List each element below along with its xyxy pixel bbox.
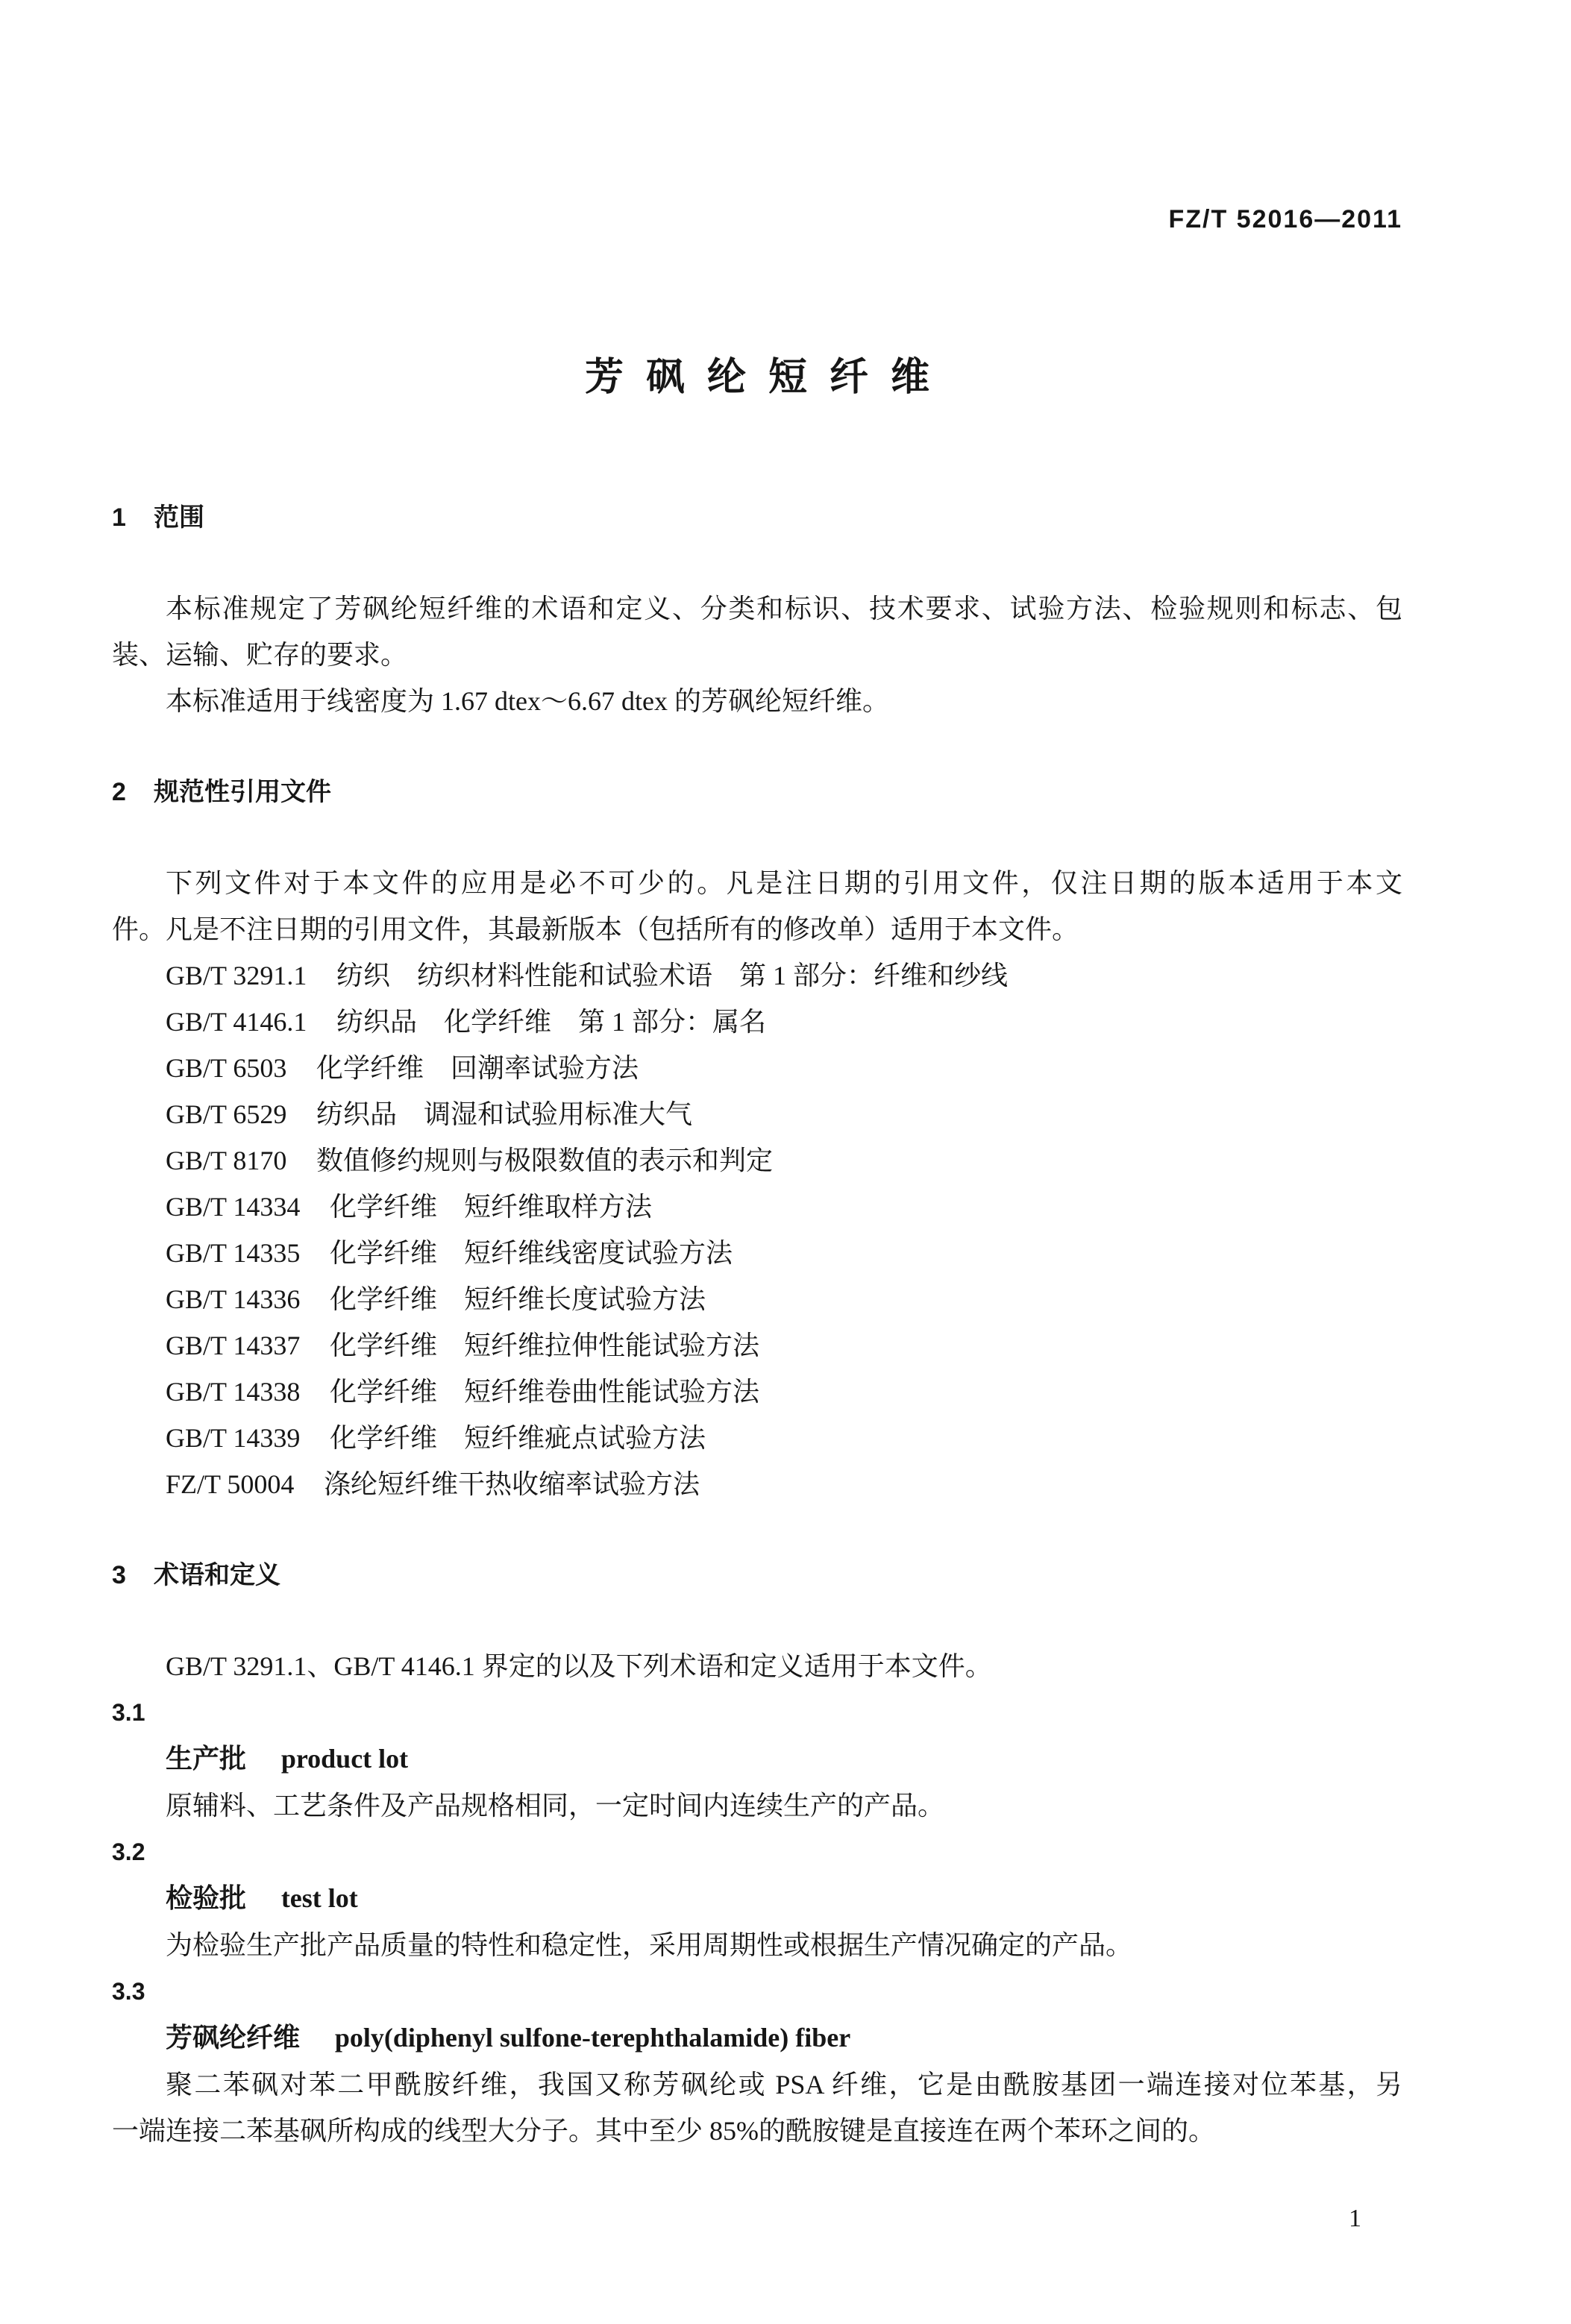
- term-definition: 原辅料、工艺条件及产品规格相同，一定时间内连续生产的产品。: [166, 1791, 945, 1821]
- reference-item: [112, 999, 1402, 1045]
- paragraph-line: 装、运输、贮存的要求。: [112, 640, 408, 670]
- reference-title: 化学纤维 短纤维拉伸性能试验方法: [329, 1331, 759, 1360]
- page-number: 1: [1349, 2205, 1361, 2232]
- reference-code: GB/T 4146.1: [166, 1007, 307, 1037]
- reference-item: [112, 1184, 1402, 1230]
- paragraph-line: 本标准适用于线密度为 1.67 dtex～6.67 dtex 的芳砜纶短纤维。: [166, 686, 889, 716]
- term-chinese: 芳砜纶纤维: [166, 2023, 301, 2053]
- paragraph-line: 件。凡是不注日期的引用文件，其最新版本（包括所有的修改单）适用于本文件。: [112, 914, 1079, 944]
- term-english: poly(diphenyl sulfone-terephthalamide) fiber: [334, 2023, 851, 2053]
- section-normative-references: [112, 769, 1402, 1507]
- reference-code: GB/T 14337: [166, 1331, 301, 1360]
- reference-title: 化学纤维 短纤维线密度试验方法: [329, 1238, 733, 1268]
- section-heading-scope: [112, 494, 1402, 541]
- reference-title: 纺织品 化学纤维 第 1 部分：属名: [336, 1007, 766, 1037]
- section-heading-terms: [112, 1552, 1402, 1598]
- reference-code: GB/T 14335: [166, 1238, 301, 1268]
- reference-item: [112, 1276, 1402, 1322]
- clause-number: 3.3: [112, 1978, 145, 2005]
- paragraph-line: 下列文件对于本文件的应用是必不可少的。凡是注日期的引用文件，仅注日期的版本适用于本文: [166, 868, 1402, 898]
- section-number: 2: [112, 778, 126, 806]
- document-title: 芳砜纶短纤维: [584, 355, 952, 400]
- term-heading: [112, 1875, 1402, 1922]
- section-scope: [112, 494, 1402, 724]
- term-definition: 聚二苯砜对苯二甲酰胺纤维，我国又称芳砜纶或 PSA 纤维，它是由酰胺基团一端连接对位苯基，另: [166, 2070, 1402, 2100]
- reference-title: 化学纤维 短纤维取样方法: [329, 1192, 652, 1222]
- reference-code: GB/T 6503: [166, 1053, 287, 1083]
- reference-code: FZ/T 50004: [166, 1469, 295, 1499]
- paragraph-line: 本标准规定了芳砜纶短纤维的术语和定义、分类和标识、技术要求、试验方法、检验规则和标志、包: [166, 594, 1402, 624]
- term-definition: 为检验生产批产品质量的特性和稳定性，采用周期性或根据生产情况确定的产品。: [166, 1930, 1133, 1960]
- reference-code: GB/T 14338: [166, 1377, 301, 1407]
- reference-title: 化学纤维 短纤维长度试验方法: [329, 1284, 706, 1314]
- reference-title: 纺织品 调湿和试验用标准大气: [316, 1099, 692, 1129]
- reference-title: 化学纤维 回潮率试验方法: [316, 1053, 639, 1083]
- term-heading: [112, 1736, 1402, 1783]
- term-definition: 一端连接二苯基砜所构成的线型大分子。其中至少 85%的酰胺键是直接连在两个苯环之间的。: [112, 2116, 1215, 2146]
- term-chinese: 生产批: [166, 1744, 247, 1774]
- reference-code: GB/T 14336: [166, 1284, 301, 1314]
- reference-item: [112, 1322, 1402, 1369]
- term-english: product lot: [280, 1744, 409, 1774]
- reference-code: GB/T 14334: [166, 1192, 301, 1222]
- section-title: 范围: [154, 503, 204, 532]
- reference-item: [112, 1415, 1402, 1461]
- reference-item: [112, 1369, 1402, 1415]
- reference-title: 涤纶短纤维干热收缩率试验方法: [323, 1469, 700, 1499]
- section-number: 1: [112, 503, 126, 532]
- term-chinese: 检验批: [166, 1883, 247, 1914]
- reference-item: [112, 1091, 1402, 1137]
- reference-item: [112, 1461, 1402, 1507]
- paragraph-line: GB/T 3291.1、GB/T 4146.1 界定的以及下列术语和定义适用于本文件。: [166, 1651, 992, 1681]
- reference-title: 化学纤维 短纤维卷曲性能试验方法: [329, 1377, 759, 1407]
- reference-item: [112, 1230, 1402, 1276]
- reference-item: [112, 1137, 1402, 1184]
- reference-code: GB/T 6529: [166, 1099, 287, 1129]
- document-body: [112, 494, 1402, 2154]
- standard-number: FZ/T 52016—2011: [1168, 205, 1402, 233]
- reference-code: GB/T 14339: [166, 1423, 301, 1453]
- section-number: 3: [112, 1561, 126, 1589]
- term-english: test lot: [280, 1883, 358, 1913]
- reference-code: GB/T 3291.1: [166, 961, 307, 990]
- reference-title: 纺织 纺织材料性能和试验术语 第 1 部分：纤维和纱线: [336, 961, 1008, 990]
- reference-title: 数值修约规则与极限数值的表示和判定: [316, 1146, 773, 1175]
- term-heading: [112, 2014, 1402, 2061]
- section-title: 规范性引用文件: [154, 778, 331, 806]
- clause-number: 3.1: [112, 1699, 145, 1726]
- section-terms-and-definitions: [112, 1552, 1402, 2154]
- reference-item: [112, 952, 1402, 999]
- clause-number: 3.2: [112, 1838, 145, 1865]
- section-title: 术语和定义: [154, 1561, 280, 1589]
- reference-item: [112, 1045, 1402, 1091]
- reference-title: 化学纤维 短纤维疵点试验方法: [329, 1423, 706, 1453]
- section-heading-references: [112, 769, 1402, 815]
- reference-code: GB/T 8170: [166, 1146, 287, 1175]
